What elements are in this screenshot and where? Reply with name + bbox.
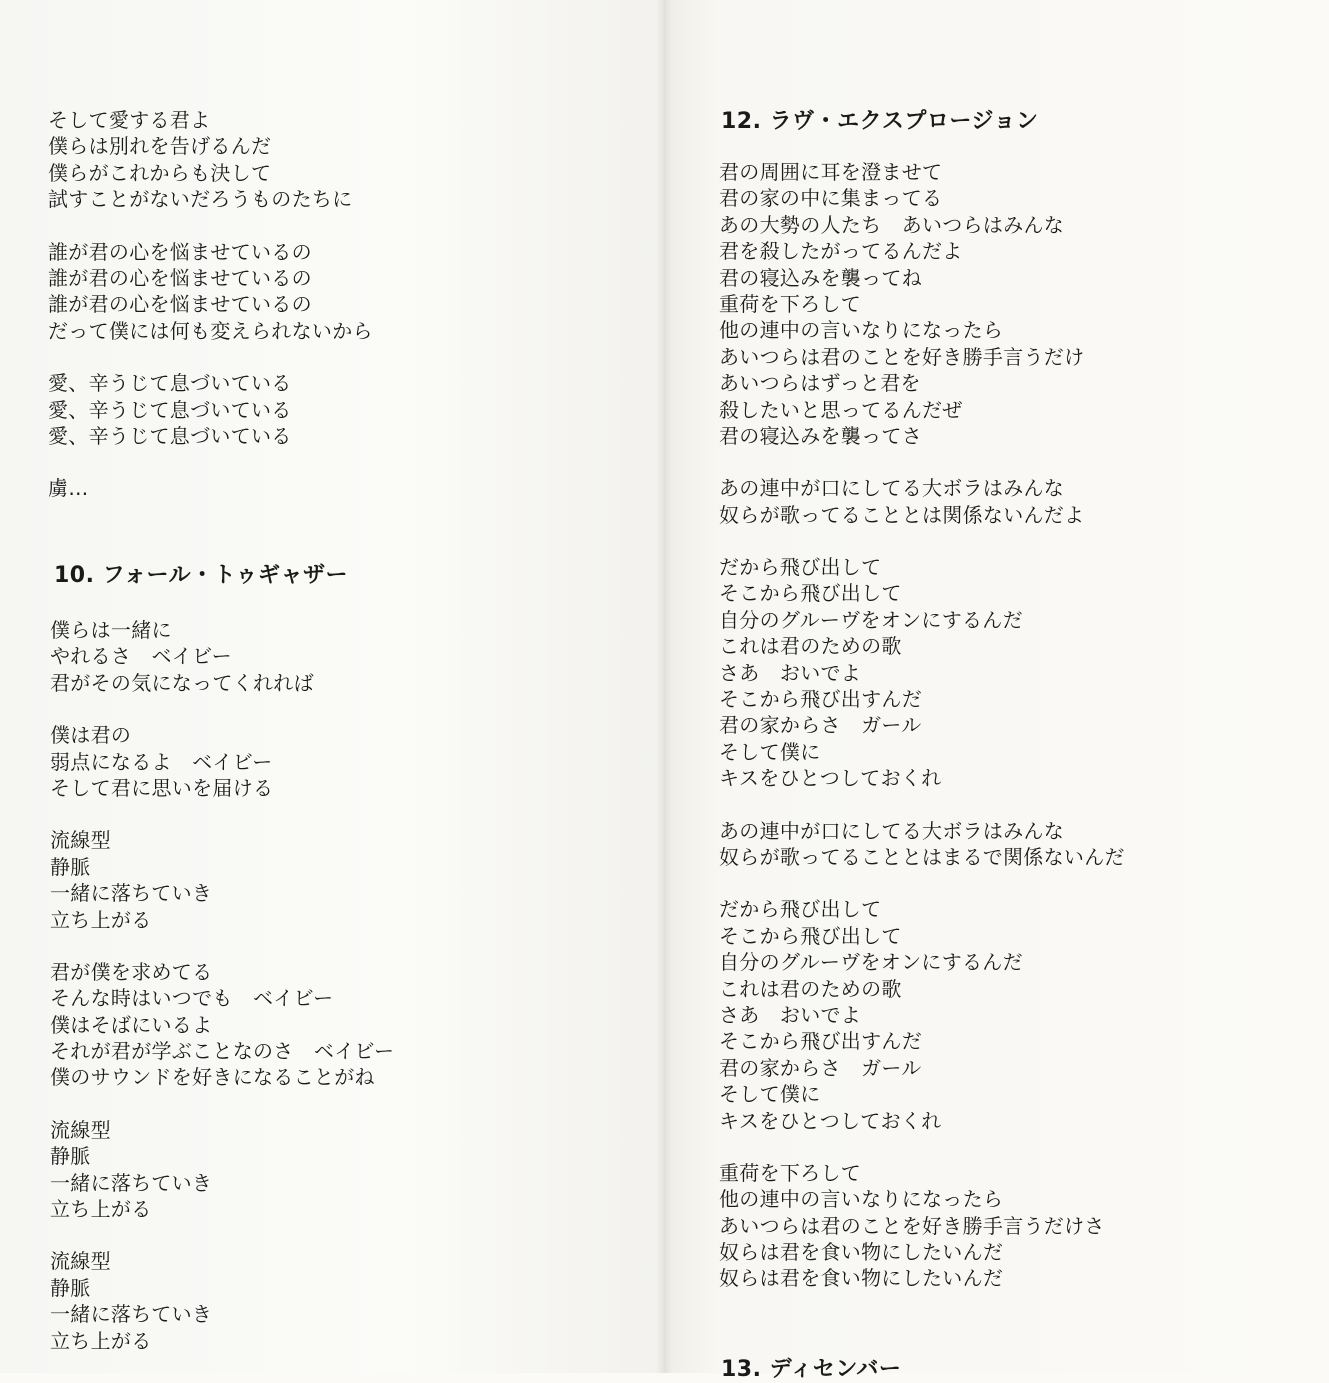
lyric-line: さあ おいでよ bbox=[719, 1002, 862, 1027]
lyric-line: 僕は君の bbox=[50, 723, 132, 748]
song12-lyrics bbox=[719, 159, 1125, 1318]
lyric-line: そこから飛び出して bbox=[719, 923, 902, 948]
lyric-line: そして僕に bbox=[719, 739, 821, 764]
lyrics-stanza bbox=[50, 959, 394, 1091]
lyric-line: 僕のサウンドを好きになることがね bbox=[50, 1065, 375, 1090]
lyric-line: だから飛び出して bbox=[719, 555, 882, 580]
lyric-line: さあ おいでよ bbox=[719, 660, 862, 685]
lyric-line: 立ち上がる bbox=[50, 1328, 152, 1353]
book-gutter bbox=[656, 0, 672, 1373]
lyrics-stanza bbox=[50, 827, 394, 933]
lyric-line: 一緒に落ちていき bbox=[50, 881, 213, 906]
lyric-line: 一緒に落ちていき bbox=[50, 1170, 213, 1195]
lyric-line: 誰が君の心を悩ませているの bbox=[48, 239, 312, 264]
lyric-line: 虜… bbox=[48, 476, 89, 501]
lyric-line: そして君に思いを届ける bbox=[50, 775, 274, 800]
lyrics-stanza bbox=[719, 159, 1125, 449]
lyric-line: 静脈 bbox=[50, 854, 91, 879]
lyric-line: 自分のグルーヴをオンにするんだ bbox=[719, 607, 1023, 632]
lyric-line: 君の家の中に集まってる bbox=[719, 186, 943, 211]
lyric-line: そして愛する君よ bbox=[48, 108, 211, 132]
lyric-line: 立ち上がる bbox=[50, 907, 152, 932]
lyric-line: あいつらは君のことを好き勝手言うだけさ bbox=[719, 1213, 1105, 1238]
lyric-line: 奴らは君を食い物にしたいんだ bbox=[719, 1240, 1004, 1265]
lyric-line: 誰が君の心を悩ませているの bbox=[48, 292, 312, 317]
lyric-line: 君を殺したがってるんだよ bbox=[719, 239, 963, 264]
lyric-line: あの連中が口にしてる大ボラはみんな bbox=[719, 476, 1065, 501]
lyric-line: これは君のための歌 bbox=[719, 976, 902, 1001]
lyric-line: 一緒に落ちていき bbox=[50, 1302, 213, 1327]
lyric-line: 静脈 bbox=[50, 1144, 91, 1169]
lyrics-stanza bbox=[48, 475, 373, 501]
lyrics-stanza bbox=[719, 1160, 1125, 1292]
song13-title: 13. ディセンバー bbox=[721, 1357, 902, 1382]
lyric-line: 重荷を下ろして bbox=[719, 1160, 862, 1185]
lyric-line: 誰が君の心を悩ませているの bbox=[48, 265, 312, 290]
lyric-line: だから飛び出して bbox=[719, 897, 882, 922]
lyric-line: 僕らがこれからも決して bbox=[48, 160, 272, 185]
song9-lyrics bbox=[48, 107, 373, 528]
lyrics-stanza bbox=[719, 554, 1125, 792]
lyric-line: 君がその気になってくれれば bbox=[50, 670, 314, 695]
lyric-line: やれるさ ベイビー bbox=[50, 644, 232, 669]
lyric-line: 重荷を下ろして bbox=[719, 291, 862, 316]
lyric-line: それが君が学ぶことなのさ ベイビー bbox=[50, 1039, 395, 1064]
lyric-line: 僕らは別れを告げるんだ bbox=[48, 134, 272, 159]
lyric-line: 愛、辛うじて息づいている bbox=[48, 423, 292, 448]
song10-lyrics bbox=[50, 617, 394, 1380]
song12-title: 12. ラヴ・エクスプロージョン bbox=[721, 109, 1039, 134]
lyric-line: そこから飛び出すんだ bbox=[719, 1029, 922, 1054]
lyric-line: あいつらはずっと君を bbox=[719, 371, 921, 396]
lyric-line: あいつらは君のことを好き勝手言うだけ bbox=[719, 344, 1085, 369]
lyric-line: これは君のための歌 bbox=[719, 634, 902, 659]
lyrics-stanza bbox=[48, 107, 373, 213]
lyric-line: 君の寝込みを襲ってさ bbox=[719, 423, 922, 448]
lyric-line: 君の家からさ ガール bbox=[719, 1055, 922, 1080]
lyric-line: 君の家からさ ガール bbox=[719, 713, 922, 738]
lyric-line: 殺したいと思ってるんだぜ bbox=[719, 397, 963, 422]
lyric-line: 君の寝込みを襲ってね bbox=[719, 265, 922, 290]
lyrics-stanza bbox=[50, 617, 394, 696]
lyric-line: 僕らは一緒に bbox=[50, 618, 172, 642]
lyric-line: 立ち上がる bbox=[50, 1197, 152, 1222]
lyric-line: 弱点になるよ ベイビー bbox=[50, 749, 273, 774]
lyrics-stanza bbox=[50, 1248, 394, 1354]
lyric-line: あの大勢の人たち あいつらはみんな bbox=[719, 212, 1065, 237]
lyrics-stanza bbox=[50, 1117, 394, 1223]
lyric-line: 試すことがないだろうものたちに bbox=[48, 187, 353, 212]
lyric-line: あの連中が口にしてる大ボラはみんな bbox=[719, 818, 1065, 843]
lyric-line: 君が僕を求めてる bbox=[50, 959, 213, 984]
song10-title: 10. フォール・トゥギャザー bbox=[54, 563, 349, 588]
lyric-line: 静脈 bbox=[50, 1275, 91, 1300]
lyrics-stanza bbox=[50, 722, 394, 801]
lyric-line: 他の連中の言いなりになったら bbox=[719, 318, 1004, 343]
lyric-line: 奴らが歌ってることとはまるで関係ないんだ bbox=[719, 844, 1125, 869]
lyrics-stanza bbox=[48, 370, 373, 449]
lyric-line: そこから飛び出すんだ bbox=[719, 687, 922, 712]
lyrics-stanza bbox=[719, 818, 1125, 871]
lyric-line: 奴らが歌ってることとは関係ないんだよ bbox=[719, 502, 1085, 527]
lyric-line: キスをひとつしておくれ bbox=[719, 766, 942, 791]
lyric-line: 奴らは君を食い物にしたいんだ bbox=[719, 1266, 1004, 1291]
lyric-line: 他の連中の言いなりになったら bbox=[719, 1187, 1004, 1212]
lyric-line: そして僕に bbox=[719, 1082, 821, 1107]
lyric-line: 流線型 bbox=[50, 828, 111, 853]
lyric-line: 流線型 bbox=[50, 1249, 111, 1274]
lyric-line: 君の周囲に耳を澄ませて bbox=[719, 160, 943, 184]
lyric-line: 僕はそばにいるよ bbox=[50, 1012, 213, 1037]
lyric-line: そこから飛び出して bbox=[719, 581, 902, 606]
lyric-line: 愛、辛うじて息づいている bbox=[48, 371, 292, 396]
lyric-line: そんな時はいつでも ベイビー bbox=[50, 986, 334, 1011]
lyric-line: 愛、辛うじて息づいている bbox=[48, 397, 292, 422]
lyric-line: キスをひとつしておくれ bbox=[719, 1108, 942, 1133]
lyric-line: 自分のグルーヴをオンにするんだ bbox=[719, 950, 1023, 975]
lyrics-stanza bbox=[719, 475, 1125, 528]
lyrics-stanza bbox=[48, 239, 373, 345]
lyric-line: だって僕には何も変えられないから bbox=[48, 318, 373, 343]
lyrics-stanza bbox=[719, 896, 1125, 1134]
lyric-line: 流線型 bbox=[50, 1117, 111, 1142]
